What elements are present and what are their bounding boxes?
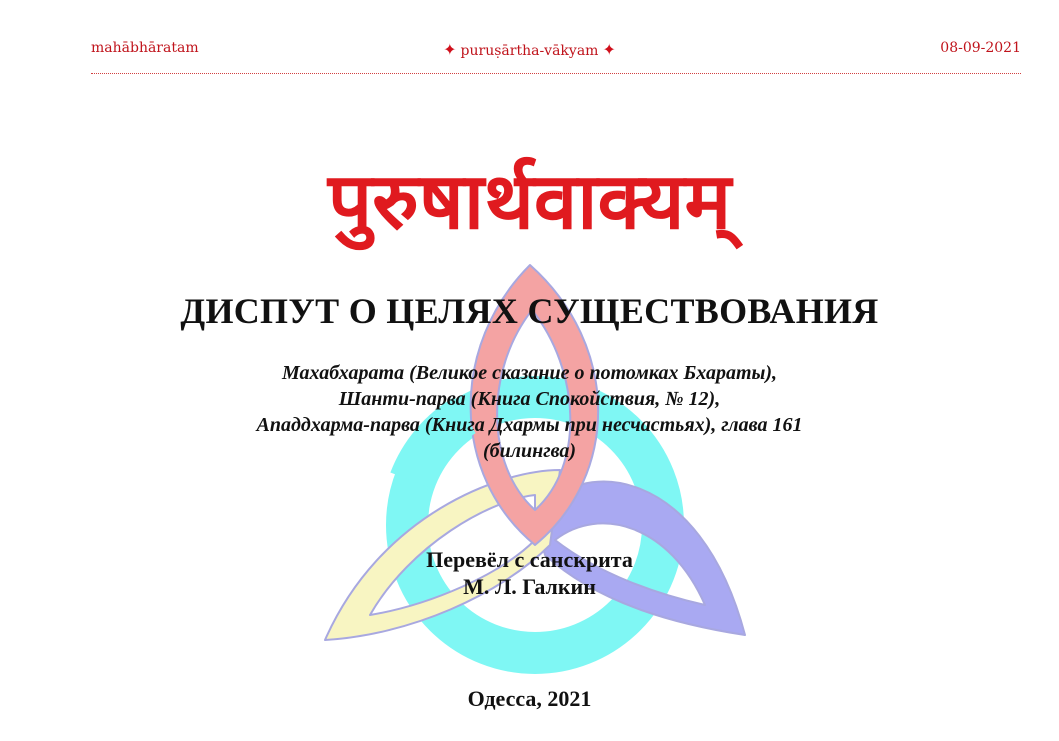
subtitle-line: (билингва) xyxy=(482,440,577,462)
cover-title: ДИСПУТ О ЦЕЛЯХ СУЩЕСТВОВАНИЯ xyxy=(180,291,879,331)
running-header-center-text: puruṣārtha-vākyam xyxy=(460,43,599,59)
star-icon: ✦ xyxy=(602,40,616,59)
translator-block xyxy=(0,546,1059,600)
running-header-left: mahābhāratam xyxy=(91,40,199,56)
subtitle-line: Махабхарата (Великое сказание о потомках Бхараты), xyxy=(281,362,778,384)
subtitle-line: Шанти-парва (Книга Спокойствия, № 12), xyxy=(338,388,721,410)
running-header-date: 08-09-2021 xyxy=(940,40,1021,56)
header-divider xyxy=(91,73,1021,74)
translator-line: Перевёл с санскрита xyxy=(426,547,633,572)
translator-name: М. Л. Галкин xyxy=(463,574,596,599)
star-icon: ✦ xyxy=(443,40,457,59)
cover-subtitle xyxy=(0,360,1059,464)
subtitle-line: Ападдхарма-парва (Книга Дхармы при несчастьях), глава 161 xyxy=(256,414,803,436)
running-header-center xyxy=(0,40,1059,59)
place-and-year: Одесса, 2021 xyxy=(467,686,592,711)
sanskrit-title: पुरुषार्थवाक्यम् xyxy=(327,157,732,247)
